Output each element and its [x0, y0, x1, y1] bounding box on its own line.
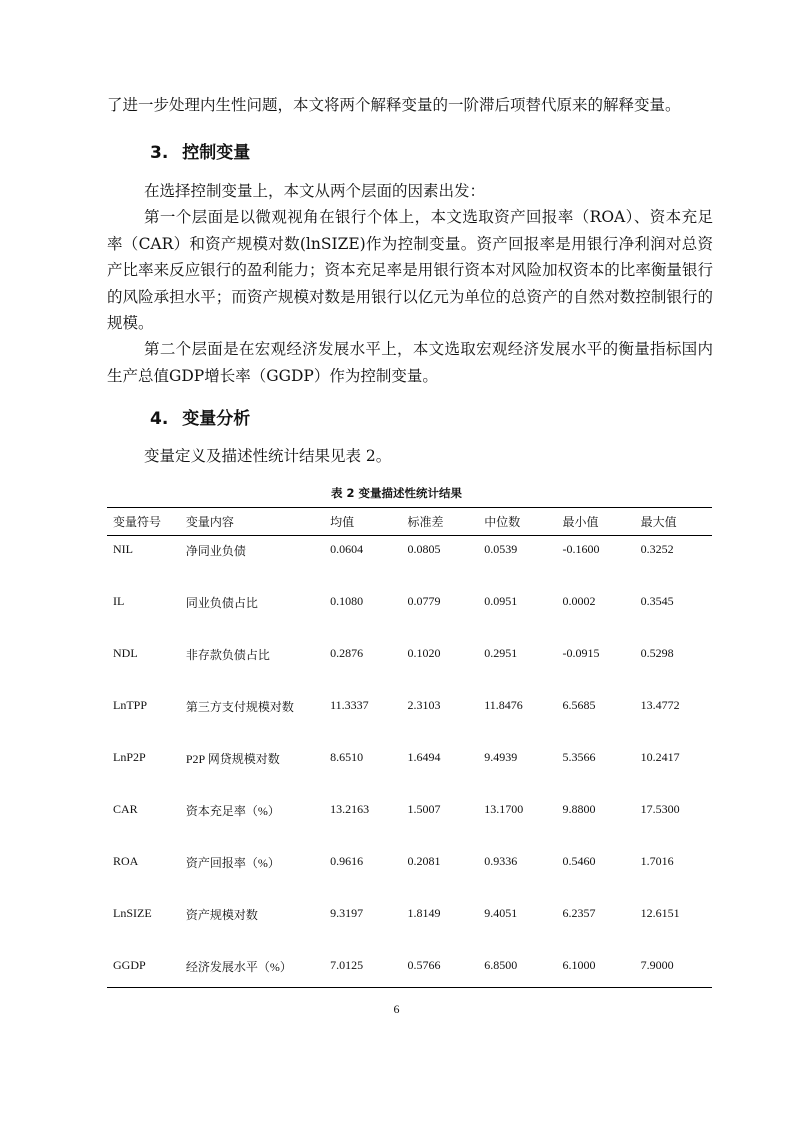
table-cell: CAR	[113, 801, 138, 816]
table-cell: 1.5007	[407, 801, 441, 816]
descriptive-statistics-table	[107, 507, 712, 988]
table-cell: 10.2417	[640, 749, 680, 764]
paragraph-macro-level: 第二个层面是在宏观经济发展水平上，本文选取宏观经济发展水平的衡量指标国内生产总值GDP增长率（GGDP）作为控制变量。	[107, 340, 713, 385]
table-cell: 7.0125	[324, 952, 401, 988]
table-cell: 9.8800	[562, 801, 596, 816]
header-cell: 变量符号	[107, 508, 180, 536]
table-cell: 6.1000	[557, 952, 635, 988]
header-cell: 中位数	[478, 508, 556, 536]
table-row	[107, 536, 712, 588]
table-cell: 0.2081	[407, 853, 441, 868]
table-cell: LnTPP	[113, 697, 148, 712]
table-cell: 0.0951	[484, 593, 518, 608]
table-cell: 9.4051	[484, 905, 518, 920]
table-cell: 0.1020	[407, 645, 441, 660]
table-cell: 7.9000	[635, 952, 712, 988]
header-cell: 均值	[324, 508, 401, 536]
table-cell: 6.2357	[562, 905, 596, 920]
section-title: 变量分析	[182, 409, 251, 429]
table-cell: LnSIZE	[113, 905, 152, 920]
table-cell: 17.5300	[640, 801, 680, 816]
table-cell: GGDP	[107, 952, 180, 988]
table-cell: 0.0539	[484, 542, 518, 556]
table-caption: 表 2 变量描述性统计结果	[330, 486, 462, 500]
table-cell: 0.3545	[640, 593, 674, 608]
table-cell: 0.3252	[640, 542, 674, 556]
table-cell: 6.5685	[562, 697, 596, 712]
table-cell: 11.3337	[330, 697, 369, 712]
table-cell: ROA	[113, 853, 139, 868]
page-number: 6	[393, 1002, 400, 1016]
header-cell: 标准差	[401, 508, 478, 536]
table-cell: 12.6151	[640, 905, 680, 920]
table-cell: LnP2P	[113, 749, 146, 764]
table-cell: 11.8476	[484, 697, 523, 712]
table-cell: 5.3566	[562, 749, 596, 764]
table-cell: 13.4772	[640, 697, 680, 712]
header-cell: 变量内容	[180, 508, 324, 536]
table-cell: 1.8149	[407, 905, 441, 920]
section-title: 控制变量	[182, 143, 251, 163]
header-cell: 最大值	[635, 508, 712, 536]
table-cell: 非存款负债占比	[185, 647, 270, 662]
table-cell: 13.2163	[330, 801, 370, 816]
table-cell: 资产规模对数	[185, 907, 258, 922]
table-cell: 13.1700	[484, 801, 524, 816]
table-cell: IL	[113, 593, 125, 608]
table-cell: 2.3103	[407, 697, 441, 712]
table-row	[107, 744, 712, 796]
table-cell: 9.4939	[484, 749, 518, 764]
section-heading-control-variables	[150, 138, 250, 163]
table-cell: NIL	[113, 542, 133, 556]
table-cell: 0.0604	[330, 542, 364, 556]
table-cell: 1.6494	[407, 749, 441, 764]
table-cell: 资本充足率（%）	[185, 803, 280, 818]
table-cell: 0.0779	[407, 593, 441, 608]
table-cell: 同业负债占比	[185, 595, 258, 610]
section-number: 3.	[150, 143, 169, 163]
table-row	[107, 952, 712, 988]
table-row	[107, 640, 712, 692]
table-cell: 0.9616	[330, 853, 364, 868]
table-cell: 0.2876	[330, 645, 364, 660]
table-row	[107, 900, 712, 952]
table-row	[107, 796, 712, 848]
table-cell: -0.0915	[562, 645, 600, 660]
table-cell: 9.3197	[330, 905, 364, 920]
table-cell: 0.5460	[562, 853, 596, 868]
section-heading-variable-analysis	[150, 404, 250, 429]
section-number: 4.	[150, 409, 169, 429]
table-row	[107, 692, 712, 744]
table-row	[107, 588, 712, 640]
table-cell: 资产回报率（%）	[185, 855, 280, 870]
table-cell: NDL	[113, 645, 138, 660]
table-cell: -0.1600	[562, 542, 600, 556]
paragraph-table-reference: 变量定义及描述性统计结果见表 2。	[144, 447, 392, 465]
table-cell: 净同业负债	[185, 544, 246, 558]
table-cell: 0.0805	[407, 542, 441, 556]
header-cell: 最小值	[557, 508, 635, 536]
table-cell: 6.8500	[478, 952, 556, 988]
paragraph-control-intro: 在选择控制变量上，本文从两个层面的因素出发：	[144, 182, 486, 200]
table-cell: 第三方支付规模对数	[185, 699, 294, 714]
table-body	[107, 536, 712, 988]
table-cell: P2P 网贷规模对数	[185, 751, 280, 766]
paragraph-endogeneity: 了进一步处理内生性问题，本文将两个解释变量的一阶滞后项替代原来的解释变量。	[107, 96, 681, 114]
table-cell: 0.5298	[640, 645, 674, 660]
table-cell: 0.2951	[484, 645, 518, 660]
table-cell: 0.9336	[484, 853, 518, 868]
table-cell: 经济发展水平（%）	[180, 952, 324, 988]
table-cell: 1.7016	[640, 853, 674, 868]
table-header-row	[107, 508, 712, 536]
table-cell: 0.0002	[562, 593, 596, 608]
paragraph-micro-level: 第一个层面是以微观视角在银行个体上，本文选取资产回报率（ROA）、资本充足率（CAR）和资产规模对数(lnSIZE)作为控制变量。资产回报率是用银行净利润对总资产比率来反应银行的盈利能力；资本充足率是用银行资本对风险加权资本的比率衡量银行的风险承担水平；而资产规模对数是用银行以亿元为单位的总资产的自然对数控制银行的规模。	[107, 208, 713, 332]
table-cell: 8.6510	[330, 749, 364, 764]
table-row	[107, 848, 712, 900]
table-cell: 0.1080	[330, 593, 364, 608]
table-cell: 0.5766	[401, 952, 478, 988]
